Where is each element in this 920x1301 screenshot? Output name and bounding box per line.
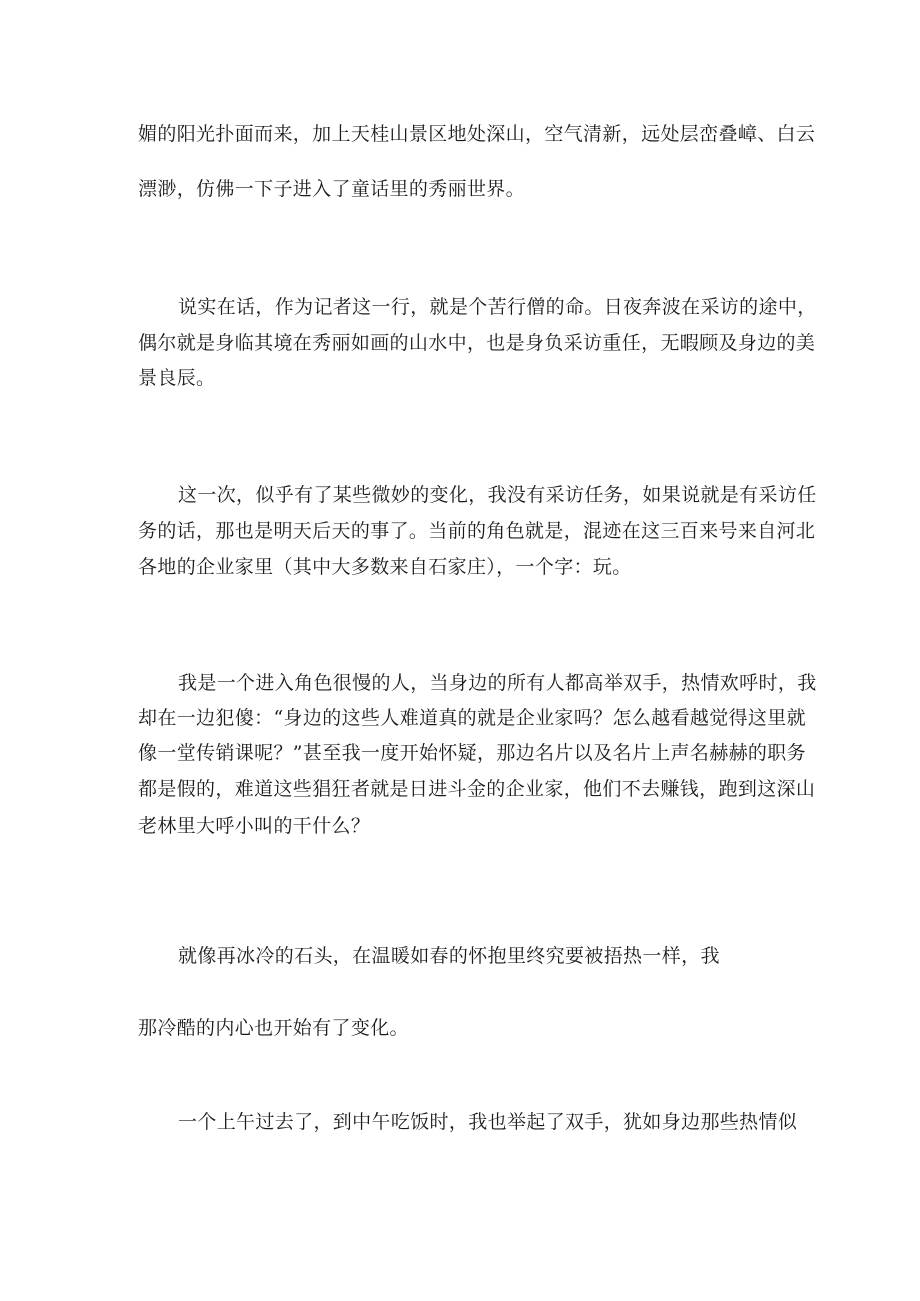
text-line: 却在一边犯傻：“身边的这些人难道真的就是企业家吗？怎么越看越觉得这里就 (138, 707, 806, 729)
text-line: 媚的阳光扑面而来，加上天桂山景区地处深山，空气清新，远处层峦叠嶂、白云 (138, 123, 816, 145)
text-line: 各地的企业家里（其中大多数来自石家庄），一个字：玩。 (138, 556, 632, 578)
text-line: 景良辰。 (138, 367, 216, 389)
text-line: 漂渺，仿佛一下子进入了童话里的秀丽世界。 (138, 178, 526, 200)
text-line: 说实在话，作为记者这一行，就是个苦行僧的命。日夜奔波在采访的途中， (178, 296, 817, 318)
text-line: 偶尔就是身临其境在秀丽如画的山水中，也是身负采访重任，无暇顾及身边的美 (138, 332, 816, 354)
text-line: 务的话，那也是明天后天的事了。当前的角色就是，混迹在这三百来号来自河北 (138, 520, 816, 542)
text-line: 那冷酷的内心也开始有了变化。 (138, 1017, 409, 1039)
text-line: 老林里大呼小叫的干什么？ (138, 815, 371, 837)
text-line: 一个上午过去了，到中午吃饭时，我也举起了双手，犹如身边那些热情似 (178, 1111, 798, 1133)
text-line: 就像再冰冷的石头，在温暖如春的怀抱里终究要被捂热一样，我 (178, 945, 720, 967)
text-line: 都是假的，难道这些猖狂者就是日进斗金的企业家，他们不去赚钱，跑到这深山 (138, 778, 816, 800)
text-line: 像一堂传销课呢？”甚至我一度开始怀疑，那边名片以及名片上声名赫赫的职务 (138, 742, 806, 764)
text-line: 我是一个进入角色很慢的人，当身边的所有人都高举双手，热情欢呼时，我 (178, 672, 817, 694)
text-line: 这一次，似乎有了某些微妙的变化，我没有采访任务，如果说就是有采访任 (178, 484, 817, 506)
